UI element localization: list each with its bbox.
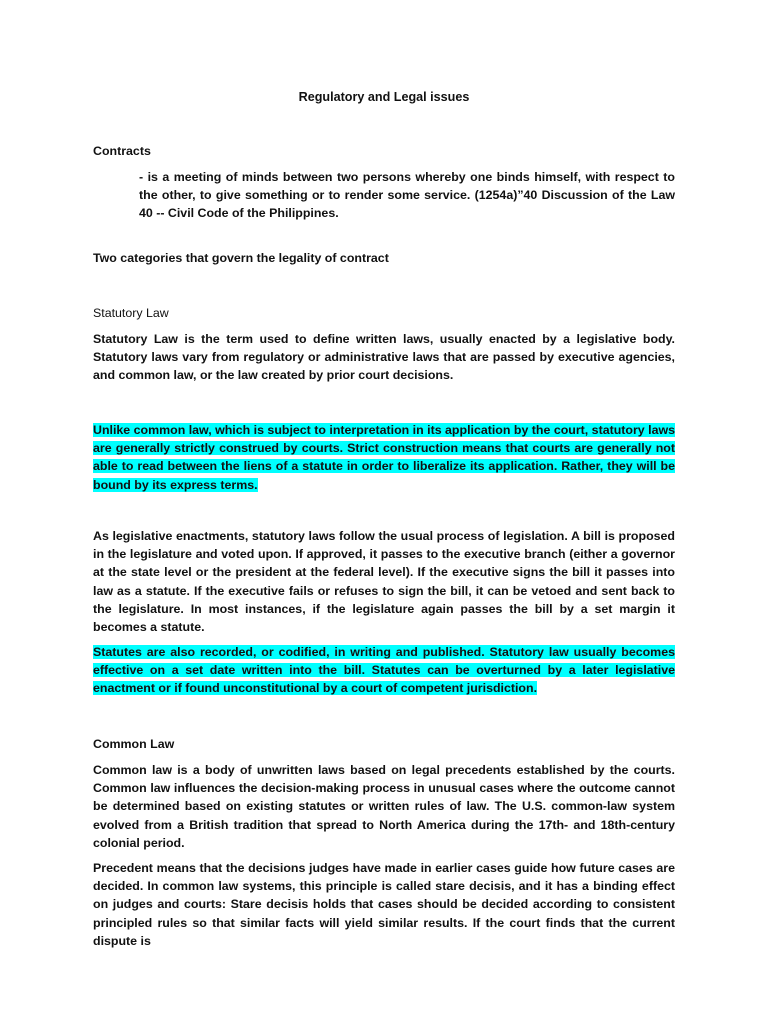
page-title: Regulatory and Legal issues (298, 90, 470, 104)
statutory-paragraph-2-highlighted (93, 421, 675, 494)
statutory-paragraph-4-highlighted (93, 643, 675, 698)
statutory-paragraph-1: Statutory Law is the term used to define written laws, usually enacted by a legislative body. Statutory laws vary from regulatory or administrative laws that are passed by executive agencies, and common law, or the law created by prior court decisions. (93, 332, 675, 383)
common-paragraph-1: Common law is a body of unwritten laws based on legal precedents established by the courts. Common law influences the decision-making process in unusual cases where the outcome cannot be determined based on existing statutes or written rules of law. The U.S. common-law system evolved from a British tradition that spread to North America during the 17th- and 18th-century colonial period. (93, 763, 675, 850)
categories-heading: Two categories that govern the legality of contract (93, 251, 389, 265)
highlight-span: Statutes are also recorded, or codified, in writing and published. Statutory law usually becomes effective on a set date written into the bill. Statutes can be overturned by a later legislative enactment or if found unconstitutional by a court of competent jurisdiction. (93, 645, 675, 696)
contracts-heading: Contracts (93, 144, 151, 158)
common-paragraph-2: Precedent means that the decisions judges have made in earlier cases guide how future cases are decided. In common law systems, this principle is called stare decisis, and it has a binding effect on judges and courts: Stare decisis holds that cases should be decided according to consistent principled rules so that similar facts will yield similar results. If the court finds that the current dispute is (93, 861, 675, 948)
contracts-definition: - is a meeting of minds between two persons whereby one binds himself, with respect to the other, to give something or to render some service. (1254a)”40 Discussion of the Law 40 -- Civil Code of the Philippines. (139, 170, 675, 221)
common-law-heading: Common Law (93, 737, 175, 751)
highlight-span: Unlike common law, which is subject to interpretation in its application by the court, statutory laws are generally strictly construed by courts. Strict construction means that courts are generally not able to read between the liens of a statute in order to liberalize its application. Rather, they will be bound by its express terms. (93, 423, 675, 492)
statutory-paragraph-3: As legislative enactments, statutory laws follow the usual process of legislation. A bill is proposed in the legislature and voted upon. If approved, it passes to the executive branch (either a governor at the state level or the president at the federal level). If the executive signs the bill it passes into law as a statute. If the executive fails or refuses to sign the bill, it can be vetoed and sent back to the legislature. In most instances, if the legislature again passes the bill by a set margin it becomes a statute. (93, 529, 675, 635)
statutory-law-heading: Statutory Law (93, 306, 169, 320)
